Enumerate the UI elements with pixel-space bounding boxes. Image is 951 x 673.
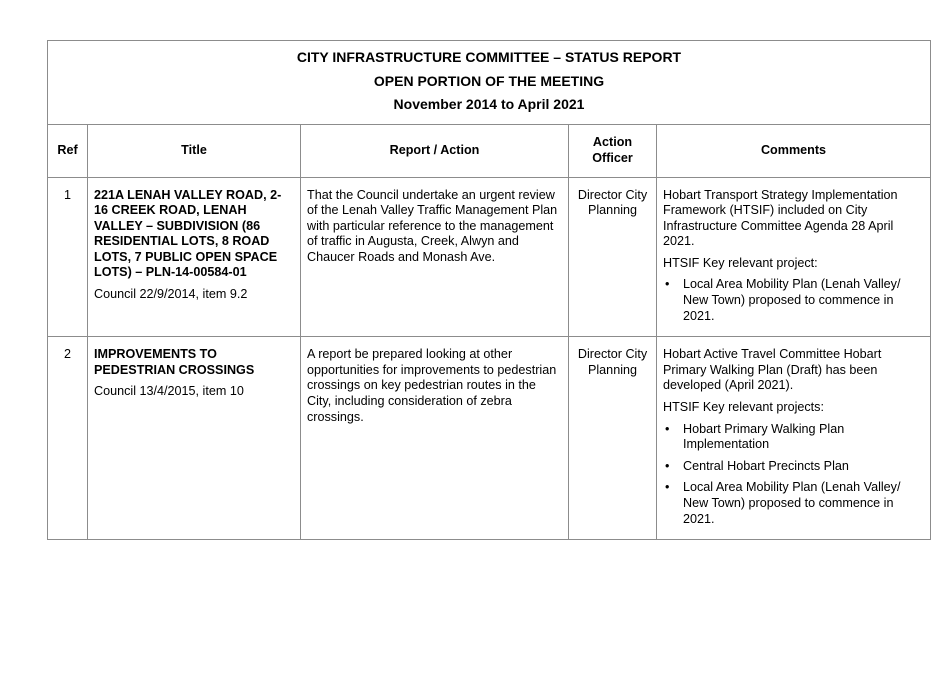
- row-title: IMPROVEMENTS TO PEDESTRIAN CROSSINGS: [94, 347, 255, 377]
- row-report-action: That the Council undertake an urgent review of the Lenah Valley Traffic Management Plan with particular reference to the management of traffic in Augusta, Creek, Alwyn and Chaucer Roads and Monash Ave.: [301, 177, 569, 337]
- comments-key-label: HTSIF Key relevant project:: [663, 255, 818, 270]
- row-council-ref: Council 22/9/2014, item 9.2: [94, 287, 248, 302]
- row-comments: [657, 177, 931, 337]
- comments-intro: Hobart Active Travel Committee Hobart Primary Walking Plan (Draft) has been developed (April 2021).: [663, 347, 882, 393]
- row-action-officer: Director City Planning: [569, 177, 657, 337]
- report-header-row: [48, 41, 931, 125]
- comments-key-label: HTSIF Key relevant projects:: [663, 400, 824, 415]
- row-title-cell: [88, 337, 301, 540]
- comments-bullet: • Hobart Primary Walking Plan Implementation: [663, 422, 924, 453]
- column-header-comments: Comments: [657, 124, 931, 177]
- row-report-action: A report be prepared looking at other opportunities for improvements to pedestrian crossings on key pedestrian routes in the City, including consideration of zebra crossings.: [301, 337, 569, 540]
- row-council-ref: Council 13/4/2015, item 10: [94, 384, 244, 399]
- column-header-title: Title: [88, 124, 301, 177]
- row-action-officer: Director City Planning: [569, 337, 657, 540]
- column-header-ref: Ref: [48, 124, 88, 177]
- row-comments: [657, 337, 931, 540]
- column-header-report-action: Report / Action: [301, 124, 569, 177]
- comments-intro: Hobart Transport Strategy Implementation Framework (HTSIF) included on City Infrastructure Committee Agenda 28 April 2021.: [663, 187, 898, 249]
- row-ref: 1: [48, 177, 88, 337]
- row-title: 221A LENAH VALLEY ROAD, 2-16 CREEK ROAD, LENAH VALLEY – SUBDIVISION (86 RESIDENTIAL LOTS, 8 ROAD LOTS, 7 PUBLIC OPEN SPACE LOTS) – PLN-14-00584-01: [94, 187, 282, 280]
- comments-bullet: • Local Area Mobility Plan (Lenah Valley/ New Town) proposed to commence in 2021.: [663, 480, 924, 527]
- report-subtitle: OPEN PORTION OF THE MEETING: [373, 72, 605, 89]
- comments-bullet: • Local Area Mobility Plan (Lenah Valley/ New Town) proposed to commence in 2021.: [663, 277, 924, 324]
- status-report-table: [47, 40, 931, 540]
- table-row: [48, 177, 931, 337]
- row-ref: 2: [48, 337, 88, 540]
- report-title: CITY INFRASTRUCTURE COMMITTEE – STATUS REPORT: [296, 49, 682, 65]
- comments-bullet-list: [663, 277, 924, 324]
- report-header: [48, 41, 931, 125]
- column-header-action-officer: Action Officer: [569, 124, 657, 177]
- comments-bullet: • Central Hobart Precincts Plan: [663, 459, 924, 475]
- comments-bullet-list: [663, 422, 924, 528]
- column-header-row: [48, 124, 931, 177]
- row-title-cell: [88, 177, 301, 337]
- table-row: [48, 337, 931, 540]
- report-period: November 2014 to April 2021: [393, 96, 585, 112]
